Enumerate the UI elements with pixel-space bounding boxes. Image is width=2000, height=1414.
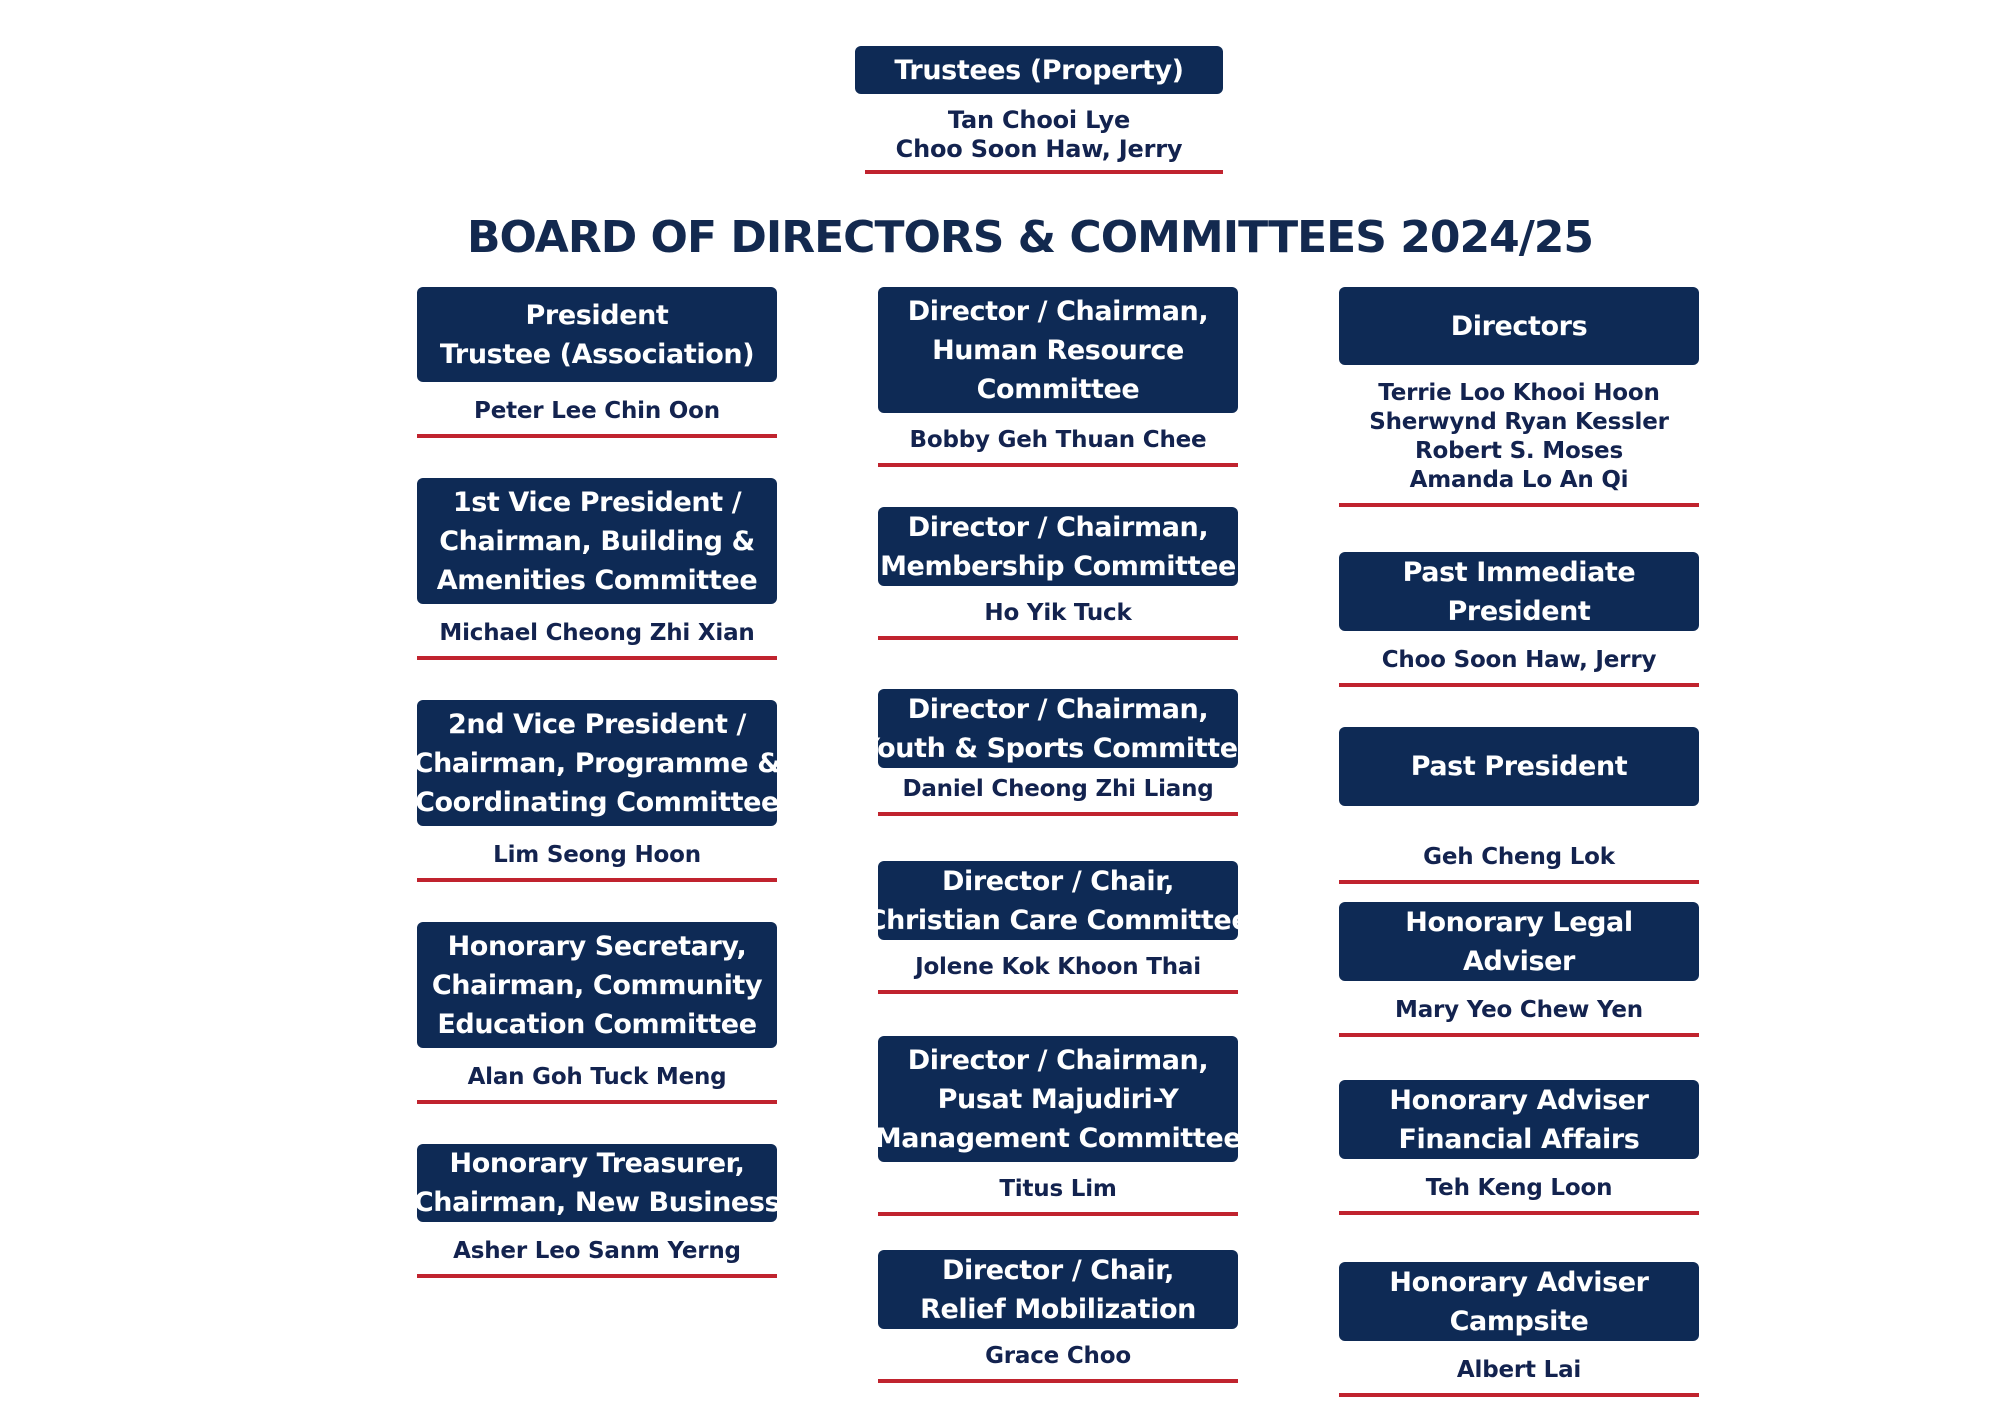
trustees-property-names: [855, 106, 1223, 164]
red-underline: [417, 878, 777, 882]
role-line: Campsite: [1449, 1305, 1589, 1337]
role-line: Youth & Sports Committee: [860, 732, 1256, 764]
names-list: [878, 596, 1238, 630]
names-list: [878, 950, 1238, 984]
names-list: [878, 1172, 1238, 1206]
col1-position-5: [413, 1144, 781, 1278]
role-box: [413, 700, 781, 826]
role-line: Honorary Legal: [1405, 906, 1633, 938]
person-name: Teh Keng Loon: [1425, 1174, 1613, 1201]
role-line: Trustee (Association): [439, 338, 755, 370]
red-underline: [417, 434, 777, 438]
role-box: [417, 922, 777, 1048]
role-line: Trustees (Property): [894, 54, 1184, 86]
trustees-property-heading: [855, 46, 1223, 94]
col3-position-5: [1339, 1080, 1699, 1215]
col3-position-4: [1339, 902, 1699, 1037]
person-name: Lim Seong Hoon: [493, 841, 701, 868]
role-line: Chairman, Programme &: [413, 747, 781, 779]
person-name: Ho Yik Tuck: [984, 599, 1132, 626]
col2-position-5: [874, 1036, 1242, 1216]
role-box: [878, 507, 1238, 586]
role-line: Membership Committee: [880, 550, 1236, 582]
red-underline: [865, 170, 1223, 174]
role-line: Honorary Secretary,: [447, 930, 747, 962]
col1-position-3: [413, 700, 781, 882]
person-name: Bobby Geh Thuan Chee: [909, 426, 1207, 453]
red-underline: [878, 1212, 1238, 1216]
role-line: Past Immediate: [1402, 556, 1636, 588]
role-line: Relief Mobilization: [920, 1293, 1196, 1325]
role-box: [878, 287, 1238, 413]
names-list: [878, 772, 1238, 806]
person-name: Michael Cheong Zhi Xian: [439, 619, 755, 646]
names-list: [878, 423, 1238, 457]
col2-position-6: [878, 1250, 1238, 1383]
role-line: Management Committee: [874, 1122, 1242, 1154]
person-name: Robert S. Moses: [1415, 438, 1623, 464]
red-underline: [878, 463, 1238, 467]
role-line: Director / Chairman,: [907, 1044, 1209, 1076]
names-list: [1339, 993, 1699, 1027]
role-line: Past President: [1410, 751, 1628, 782]
role-line: Chairman, Building &: [439, 525, 755, 557]
role-line: President: [1447, 595, 1591, 627]
role-box: [413, 1144, 781, 1222]
person-name: Peter Lee Chin Oon: [474, 397, 720, 424]
role-box: [878, 1250, 1238, 1329]
person-name: Grace Choo: [985, 1342, 1131, 1369]
trustees-property-unit: [855, 46, 1223, 174]
person-name: Choo Soon Haw, Jerry: [1381, 646, 1657, 673]
col1-position-2: [417, 478, 777, 660]
person-name: Amanda Lo An Qi: [1409, 467, 1629, 493]
role-box: [1339, 1080, 1699, 1159]
names-list: [878, 1339, 1238, 1373]
names-list: [1339, 1353, 1699, 1387]
role-line: Human Resource: [932, 334, 1184, 366]
role-line: Coordinating Committee: [415, 786, 779, 818]
role-line: Adviser: [1463, 945, 1575, 977]
red-underline: [1339, 1393, 1699, 1397]
red-underline: [878, 990, 1238, 994]
red-underline: [417, 656, 777, 660]
role-line: Pusat Majudiri-Y: [937, 1083, 1179, 1115]
role-box: [1339, 1262, 1699, 1341]
red-underline: [1339, 1211, 1699, 1215]
red-underline: [878, 636, 1238, 640]
role-line: President: [525, 299, 669, 331]
names-list: [1339, 1171, 1699, 1205]
person-name: Jolene Kok Khoon Thai: [915, 953, 1201, 980]
person-name: Terrie Loo Khooi Hoon: [1378, 380, 1660, 406]
red-underline: [878, 1379, 1238, 1383]
role-box: [417, 478, 777, 604]
role-line: Director / Chairman,: [907, 693, 1209, 725]
red-underline: [1339, 503, 1699, 507]
person-name: Mary Yeo Chew Yen: [1395, 996, 1643, 1023]
role-line: 2nd Vice President /: [448, 708, 746, 740]
person-name: Sherwynd Ryan Kessler: [1369, 409, 1669, 435]
role-line: Director / Chair,: [941, 865, 1175, 897]
col1-position-1: [417, 287, 777, 438]
red-underline: [878, 812, 1238, 816]
person-name: Geh Cheng Lok: [1423, 843, 1615, 870]
role-line: Chairman, New Business: [413, 1187, 781, 1218]
names-list: [417, 616, 777, 650]
col3-position-6: [1339, 1262, 1699, 1397]
col3-position-3: [1339, 727, 1699, 884]
person-name: Tan Chooi Lye: [947, 106, 1131, 134]
role-line: Directors: [1450, 310, 1588, 342]
role-line: Education Committee: [437, 1008, 757, 1040]
role-line: Director / Chairman,: [907, 295, 1209, 327]
person-name: Daniel Cheong Zhi Liang: [902, 775, 1214, 802]
person-name: Albert Lai: [1456, 1356, 1582, 1383]
col2-position-2: [878, 507, 1238, 640]
role-box: [1339, 552, 1699, 631]
role-box: [1339, 902, 1699, 981]
person-name: Choo Soon Haw, Jerry: [895, 135, 1183, 163]
page-title: BOARD OF DIRECTORS & COMMITTEES 2024/25: [467, 212, 1593, 263]
role-line: Honorary Treasurer,: [449, 1148, 745, 1179]
role-line: Director / Chairman,: [907, 511, 1209, 543]
role-box: [860, 689, 1256, 768]
role-line: Amenities Committee: [436, 564, 758, 596]
col1-position-4: [417, 922, 777, 1104]
col3-position-2: [1339, 552, 1699, 687]
red-underline: [1339, 1033, 1699, 1037]
role-box: [1339, 727, 1699, 806]
col3-position-1: [1339, 287, 1699, 507]
names-list: [417, 1060, 777, 1094]
names-list: [417, 394, 777, 428]
role-line: 1st Vice President /: [452, 486, 742, 518]
person-name: Titus Lim: [999, 1175, 1117, 1202]
role-box: [874, 1036, 1242, 1162]
role-line: Financial Affairs: [1398, 1123, 1640, 1155]
role-line: Honorary Adviser: [1389, 1266, 1649, 1298]
red-underline: [417, 1100, 777, 1104]
person-name: Alan Goh Tuck Meng: [467, 1063, 727, 1090]
role-line: Director / Chair,: [941, 1254, 1175, 1286]
red-underline: [1339, 880, 1699, 884]
role-box: [866, 861, 1250, 940]
red-underline: [1339, 683, 1699, 687]
names-list: [417, 1234, 777, 1268]
col2-position-3: [860, 689, 1256, 816]
col2-position-1: [878, 287, 1238, 467]
names-list: [1339, 840, 1699, 874]
role-line: Christian Care Committee: [866, 904, 1250, 936]
col2-position-4: [866, 861, 1250, 994]
role-box: [1339, 287, 1699, 365]
role-line: Committee: [976, 373, 1140, 405]
role-box: [417, 287, 777, 382]
names-list: [1339, 377, 1699, 497]
person-name: Asher Leo Sanm Yerng: [453, 1237, 741, 1264]
names-list: [1339, 643, 1699, 677]
role-line: Honorary Adviser: [1389, 1084, 1649, 1116]
red-underline: [417, 1274, 777, 1278]
role-line: Chairman, Community: [431, 969, 763, 1001]
names-list: [417, 838, 777, 872]
